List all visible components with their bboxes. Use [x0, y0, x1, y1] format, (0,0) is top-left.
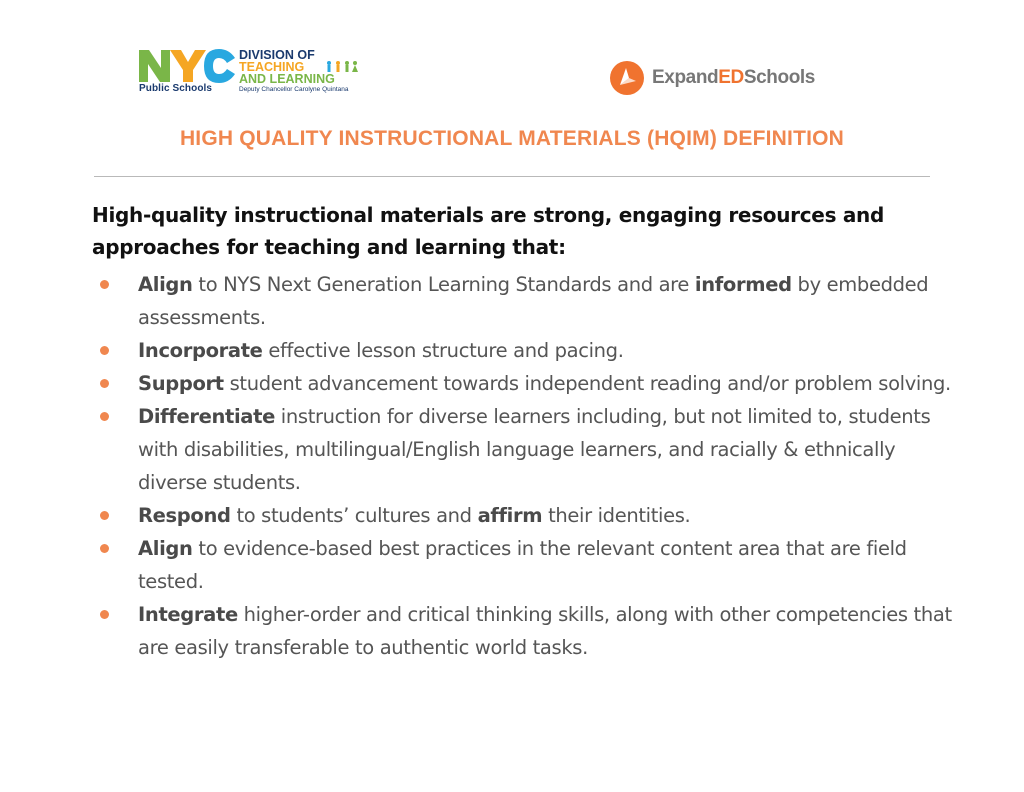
criteria-item	[92, 400, 952, 499]
bullet-icon	[100, 346, 109, 355]
expandedschools-logo	[610, 61, 850, 97]
children-figures-icon	[325, 60, 359, 74]
criteria-text: by embedded assessments.	[138, 273, 929, 329]
division-line-3: AND LEARNING	[239, 72, 335, 86]
criteria-text: higher-order and critical thinking skills, along with other competencies that are easily transferable to authentic world tasks.	[138, 603, 952, 659]
criteria-keyword: Respond	[138, 504, 231, 527]
criteria-text: student advancement towards independent reading and/or problem solving.	[223, 372, 951, 395]
title-divider	[94, 176, 930, 177]
criteria-text: instruction for diverse learners including, but not limited to, students with disabilities, multilingual/English language learners, and racially & ethnically diverse students.	[138, 405, 931, 494]
criteria-item	[92, 532, 952, 598]
criteria-keyword: affirm	[477, 504, 543, 527]
criteria-keyword: Integrate	[138, 603, 238, 626]
division-line-2: TEACHING	[239, 60, 305, 74]
bullet-icon	[100, 379, 109, 388]
bullet-icon	[100, 280, 109, 289]
criteria-list	[92, 268, 952, 664]
bullet-icon	[100, 511, 109, 520]
expanded-wordmark	[652, 67, 815, 89]
criteria-keyword: Differentiate	[138, 405, 275, 428]
bullet-icon	[100, 544, 109, 553]
criteria-item	[92, 367, 952, 400]
criteria-item	[92, 268, 952, 334]
criteria-item	[92, 598, 952, 664]
header	[0, 0, 1024, 110]
nyc-doe-logo	[137, 48, 357, 98]
page-title: HIGH QUALITY INSTRUCTIONAL MATERIALS (HQIM) DEFINITION	[179, 127, 845, 150]
intro-text: High-quality instructional materials are strong, engaging resources and approaches for teaching and learning that:	[92, 203, 884, 259]
criteria-keyword: Support	[138, 372, 224, 395]
expanded-prefix: Expand	[652, 67, 719, 88]
criteria-text: effective lesson structure and pacing.	[262, 339, 624, 362]
bullet-icon	[100, 412, 109, 421]
bullet-icon	[100, 610, 109, 619]
criteria-item	[92, 499, 952, 532]
criteria-keyword: Incorporate	[138, 339, 263, 362]
criteria-text: to NYS Next Generation Learning Standards and are	[192, 273, 695, 296]
expanded-compass-icon	[610, 61, 644, 95]
criteria-keyword: informed	[694, 273, 792, 296]
criteria-item	[92, 334, 952, 367]
criteria-keyword: Align	[138, 537, 193, 560]
division-line-1: DIVISION OF	[239, 48, 315, 62]
expanded-highlight: ED	[718, 67, 744, 88]
deputy-chancellor-label: Deputy Chancellor Carolyne Quintana	[239, 86, 349, 93]
expanded-suffix: Schools	[743, 67, 815, 88]
criteria-text: to evidence-based best practices in the relevant content area that are field tested.	[138, 537, 907, 593]
criteria-text: to students’ cultures and	[230, 504, 478, 527]
public-schools-label: Public Schools	[139, 83, 213, 94]
criteria-keyword: Align	[138, 273, 193, 296]
criteria-text: their identities.	[542, 504, 691, 527]
